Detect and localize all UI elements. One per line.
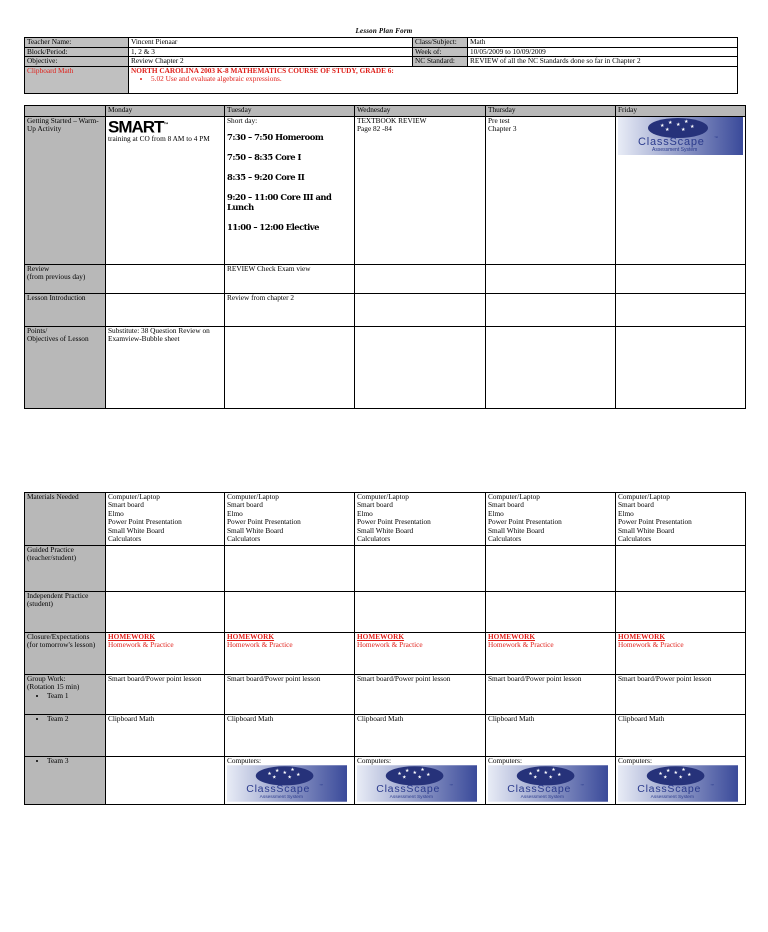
team3-activity: Computers: ★ ★ ★ ★ ★ ★ ★ ClassScape ™ Assessment System [486,757,616,805]
svg-text:★: ★ [282,771,287,777]
cell [486,265,616,294]
svg-text:ClassScape: ClassScape [376,783,441,796]
class-label: Class/Subject: [413,38,468,48]
nc-standard-label: NC Standard: [413,57,468,67]
corner-cell [25,106,106,117]
svg-text:★: ★ [676,122,681,128]
block-label: Block/Period: [25,47,129,57]
svg-text:★: ★ [557,773,562,779]
materials-list: Computer/Laptop Smart board Elmo Power Point Presentation Small White Board Calculators [616,493,746,546]
svg-text:ClassScape: ClassScape [507,783,572,796]
svg-text:★: ★ [658,772,663,778]
svg-text:★: ★ [551,768,556,774]
svg-text:★: ★ [663,776,668,782]
row-independent: Independent Practice (student) [25,592,106,633]
teacher-label: Teacher Name: [25,38,129,48]
svg-text:ClassScape: ClassScape [637,783,702,796]
cell [486,546,616,592]
cell [106,757,225,805]
teacher-value: Vincent Pienaar [129,38,413,48]
course-title: NORTH CAROLINA 2003 K-8 MATHEMATICS COURSE OF STUDY, GRADE 6: [131,66,394,75]
cell [355,592,486,633]
svg-text:Assessment System: Assessment System [652,147,698,153]
objective-value: Review Chapter 2 [129,57,413,67]
smart-logo: SMART™ [108,117,169,137]
day-monday: Monday [106,106,225,117]
monday-substitute: Substitute: 38 Question Review on Examview-Bubble sheet [106,327,225,409]
svg-text:★: ★ [665,127,670,133]
svg-text:™: ™ [710,783,714,788]
form-title: Lesson Plan Form [355,27,413,35]
homework-cell: HOMEWORK Homework & Practice [355,633,486,675]
homework-cell: HOMEWORK Homework & Practice [616,633,746,675]
thursday-warmup [486,117,616,265]
thursday-pretest: Pre test [488,116,510,125]
cell [355,546,486,592]
homework-cell: HOMEWORK Homework & Practice [225,633,355,675]
nc-standard-value: REVIEW of all the NC Standards done so far in Chapter 2 [468,57,738,67]
materials-list: Computer/Laptop Smart board Elmo Power Point Presentation Small White Board Calculators [486,493,616,546]
cell [616,265,746,294]
week-value: 10/05/2009 to 10/09/2009 [468,47,738,57]
day-friday: Friday [616,106,746,117]
row-review: Review (from previous day) [25,265,106,294]
svg-text:ClassScape: ClassScape [246,783,311,796]
cell [106,592,225,633]
svg-text:Assessment System: Assessment System [389,795,433,801]
classscape-logo [488,765,608,802]
svg-text:™: ™ [714,135,718,140]
materials-list: Computer/Laptop Smart board Elmo Power Point Presentation Small White Board Calculators [225,493,355,546]
classscape-logo [227,765,347,802]
homework-cell: HOMEWORK Homework & Practice [486,633,616,675]
cell [225,546,355,592]
row-guided: Guided Practice (teacher/student) [25,546,106,592]
tuesday-short-day: Short day: [227,116,258,125]
svg-text:★: ★ [417,776,422,782]
classscape-logo [618,117,743,155]
cell [616,294,746,327]
materials-list: Computer/Laptop Smart board Elmo Power Point Presentation Small White Board Calculators [355,493,486,546]
header-table [24,37,738,94]
schedule-item: 8:35 – 9:20 Core II [227,172,305,183]
cell [616,592,746,633]
svg-text:★: ★ [548,776,553,782]
svg-text:Assessment System: Assessment System [650,795,694,801]
svg-text:★: ★ [536,769,541,775]
cell [106,546,225,592]
clipboard-math-label: Clipboard Math [25,66,129,93]
friday-warmup [616,117,746,265]
svg-text:★: ★ [681,127,686,133]
schedule-item: 7:30 – 7:50 Homeroom [227,132,324,143]
materials-list: Computer/Laptop Smart board Elmo Power Point Presentation Small White Board Calculators [106,493,225,546]
svg-text:★: ★ [405,769,410,775]
svg-text:ClassScape: ClassScape [638,136,705,148]
team1-activity: Smart board/Power point lesson [616,675,746,715]
class-value: Math [468,38,738,48]
row-materials: Materials Needed [25,493,106,546]
cell [106,294,225,327]
team2-activity: Clipboard Math [616,715,746,757]
svg-text:★: ★ [660,123,665,129]
row-team3: • Team 3 [25,757,106,805]
team3-activity: Computers: ★ ★ ★ ★ ★ ★ ★ ClassScape ™ Assessment System [225,757,355,805]
svg-text:★: ★ [420,768,425,774]
course-item: • 5.02 Use and evaluate algebraic expressions. [151,75,735,83]
cell [225,327,355,409]
svg-text:★: ★ [533,776,538,782]
cell [225,592,355,633]
row-team2: • Team 2 [25,715,106,757]
svg-text:★: ★ [666,769,671,775]
day-tuesday: Tuesday [225,106,355,117]
cell [486,592,616,633]
svg-text:★: ★ [681,768,686,774]
svg-text:★: ★ [684,119,689,125]
cell [355,265,486,294]
team1-label: • Team 1 [47,692,103,700]
schedule-item: 11:00 – 12:00 Elective [227,222,319,233]
wednesday-textbook: TEXTBOOK REVIEW [357,116,427,125]
tuesday-review: REVIEW Check Exam view [225,265,355,294]
svg-text:™: ™ [580,783,584,788]
tuesday-intro: Review from chapter 2 [225,294,355,327]
week-label: Week of: [413,47,468,57]
block-value: 1, 2 & 3 [129,47,413,57]
svg-text:™: ™ [449,783,453,788]
team2-activity: Clipboard Math [355,715,486,757]
team1-activity: Smart board/Power point lesson [486,675,616,715]
row-points: Points/ Objectives of Lesson [25,327,106,409]
plan-table-bottom [24,492,746,805]
svg-text:★: ★ [678,776,683,782]
cell [355,327,486,409]
schedule-item: 7:50 – 8:35 Core I [227,152,301,163]
team2-activity: Clipboard Math [486,715,616,757]
cell [106,265,225,294]
tuesday-warmup [225,117,355,265]
cell [355,294,486,327]
team2-activity: Clipboard Math [225,715,355,757]
cell [616,327,746,409]
homework-cell: HOMEWORK Homework & Practice [106,633,225,675]
team2-activity: Clipboard Math [106,715,225,757]
team3-activity: Computers: ★ ★ ★ ★ ★ ★ ★ ClassScape ™ Assessment System [616,757,746,805]
svg-text:★: ★ [402,776,407,782]
cell [486,327,616,409]
svg-text:★: ★ [397,772,402,778]
svg-text:★: ★ [267,772,272,778]
row-group-work: Group Work: (Rotation 15 min) • Team 1 [25,675,106,715]
svg-text:★: ★ [412,771,417,777]
monday-warmup [106,117,225,265]
day-thursday: Thursday [486,106,616,117]
svg-text:★: ★ [690,124,695,130]
svg-text:★: ★ [426,773,431,779]
svg-text:★: ★ [543,771,548,777]
svg-text:★: ★ [287,776,292,782]
schedule-item: 9:20 – 11:00 Core III and Lunch [227,192,332,213]
row-lesson-intro: Lesson Introduction [25,294,106,327]
tuesday-schedule [227,132,352,232]
classscape-logo [618,765,738,802]
svg-text:★: ★ [290,768,295,774]
svg-text:★: ★ [687,773,692,779]
svg-text:★: ★ [272,776,277,782]
svg-text:★: ★ [296,773,301,779]
svg-text:★: ★ [668,120,673,126]
objective-label: Objective: [25,57,129,67]
svg-text:★: ★ [528,772,533,778]
svg-text:★: ★ [275,769,280,775]
team3-activity: Computers: ★ ★ ★ ★ ★ ★ ★ ClassScape ™ Assessment System [355,757,486,805]
plan-table-top [24,105,746,409]
wednesday-pages: Page 82 -84 [357,124,392,134]
course-of-study [129,66,738,93]
team1-activity: Smart board/Power point lesson [106,675,225,715]
row-getting-started: Getting Started – Warm-Up Activity [25,117,106,265]
thursday-chapter: Chapter 3 [488,124,517,134]
cell [616,546,746,592]
svg-text:Assessment System: Assessment System [259,795,303,801]
svg-text:™: ™ [319,783,323,788]
cell [486,294,616,327]
team1-activity: Smart board/Power point lesson [355,675,486,715]
monday-training: training at CO from 8 AM to 4 PM [108,134,210,144]
row-closure: Closure/Expectations (for tomorrow's lesson) [25,633,106,675]
wednesday-warmup [355,117,486,265]
day-wednesday: Wednesday [355,106,486,117]
team1-activity: Smart board/Power point lesson [225,675,355,715]
svg-text:Assessment System: Assessment System [520,795,564,801]
svg-text:★: ★ [673,771,678,777]
classscape-logo [357,765,477,802]
